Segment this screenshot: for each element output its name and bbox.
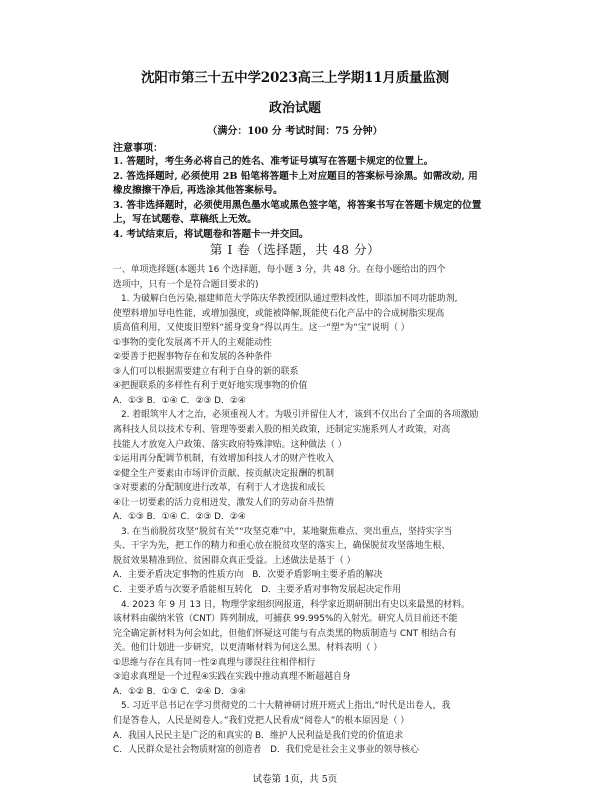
question-line: 该材料由碳纳米管（CNT）阵列制成，可捕获 99.995%的入射光。研究人员目前还不能 [113,614,458,625]
question-line: 脱贫效果精准到位、贫困群众真正受益。上述做法是基于（ ） [113,555,356,566]
question-line: ④把握联系的多样性有利于更好地实现事物的价值 [113,381,308,392]
question-line: A．①③ B．①④ C．②③ D．②④ [113,512,246,523]
question-line: 4. 2023 年 9 月 13 日，物理学家组织网报道，科学家近期研制出有史以来最黑的材料。 [121,599,470,610]
question-line: 离科技人员以技术专利、管理等要素入股的相关政策，还制定实施系列人才政策，对高 [113,425,451,436]
question-line: 技能人才放宽入户政策、落实政府特殊津贴。这种做法（ ） [113,439,347,450]
question-line: ③人们可以根据需要建立有利于自身的新的联系 [113,366,299,377]
question-line: A．①② B．①③ C．②④ D．③④ [113,686,246,697]
page-footer: 试卷第 1页，共 5页 [252,774,338,785]
question-line: 5. 习近平总书记在学习贯彻党的二十大精神研讨班开班式上指出,“时代是出卷人，我 [121,701,451,712]
notes-line: 3. 答非选择题时，必须使用黑色墨水笔或黑色签字笔，将答案书写在答题卡规定的位置 [113,199,482,211]
question-line: ④让一切要素的活力竞相迸发，激发人们的劳动奋斗热情 [113,497,334,508]
question-line: 们是答卷人，人民是阅卷人。”我们党把人民看成“阅卷人”的根本原因是（ ） [113,715,410,726]
question-line: A．①③ B．①④ C．②③ D．②④ [113,395,246,406]
question-line: ③追求真理是一个过程④实践在实践中推动真理不断超越自身 [113,672,351,683]
question-line: 关。他们计划进一步研究，以更清晰材料为何这么黑。材料表明（ ） [113,643,383,654]
exam-title: 沈阳市第三十五中学2023高三上学期11月质量监测 [141,70,449,86]
question-line: ②健全生产要素由市场评价贡献、按贡献决定报酬的机制 [113,468,334,479]
exam-subtitle: 政治试题 [268,101,321,116]
question-line: 头、干字为先，把工作的精力和重心放在脱贫攻坚的落实上，确保脱贫攻坚落地生根、 [113,541,451,552]
question-line: ②要善于把握事物存在和发展的各种条件 [113,352,272,363]
notes-block [113,139,485,243]
question-line: ③对要素的分配制度进行改革，有利于人才选拔和成长 [113,483,326,494]
notes-line: 2. 答选择题时, 必须使用 2B 铅笔将答题卡上对应题目的答案标号涂黑。如需改动, 用 [113,170,478,182]
question-line: A．主要矛盾决定事物的性质方向 B．次要矛盾影响主要矛盾的解决 [113,570,383,581]
question-body [113,263,485,758]
question-line: ①运用再分配调节机制，有效增加科技人才的财产性收入 [113,454,334,465]
question-line: ①事物的变化发展离不开人的主观能动性 [113,337,272,348]
question-line: A．我国人民民主是广泛的和真实的 B．维护人民利益是我们党的价值追求 [113,730,404,741]
notes-line: 橡皮擦擦干净后, 再选涂其他答案标号。 [113,185,283,197]
question-line: 完全确定新材料为何会如此，但他们怀疑这可能与有点类黑的物质制造与 CNT 相结合有 [113,628,457,639]
question-line: 3. 在当前脱贫攻坚“脱贫有关”“攻坚克难”中，某地聚焦难点、突出重点，坚持实字当 [121,526,453,537]
question-line: 选项中，只有一个是符合题目要求的) [113,279,259,290]
section-heading: 第 I 卷（选择题，共 48 分） [209,242,381,257]
question-line: C．人民群众是社会物质财富的创造者 D．我们党是社会主义事业的领导核心 [113,745,419,756]
question-line: C．主要矛盾与次要矛盾能相互转化 D．主要矛盾对事物发展起决定作用 [113,585,402,596]
question-line: 2. 着眼筑牢人才之治，必须重视人才。为吸引并留住人才，该到不仅出台了全面的各项激励 [121,410,479,421]
notes-line: 1. 答题时，考生务必将自己的姓名、准考证号填写在答题卡规定的位置上。 [113,156,434,167]
question-line: 一、单项选择题(本题共 16 个选择题，每小题 3 分，共 48 分。在每小题给出的四个 [113,265,446,275]
notes-line: 4. 考试结束后，将试题卷和答题卡一并交回。 [113,228,309,240]
notes-heading: 注意事项： [113,143,163,154]
question-line: 质高值利用，又使废旧塑料“摇身变身”得以再生。这一“塑”为“宝”说明（ ） [113,323,410,334]
exam-meta: （满分：100 分 考试时间：75 分钟） [207,126,383,137]
question-line: 1. 为破解白色污染,福建师范大学陈庆华教授团队通过塑料改性，即添加不同功能助剂, [121,294,458,305]
question-line: ①思维与存在具有同一性②真理与谬误往往相伴相行 [113,657,316,668]
notes-line: 上，写在试题卷、草稿纸上无效。 [113,214,257,226]
question-line: 使塑料增加导电性能，或增加强度，或能被降解,既能使石化产品中的合成树脂实现高 [113,308,445,319]
